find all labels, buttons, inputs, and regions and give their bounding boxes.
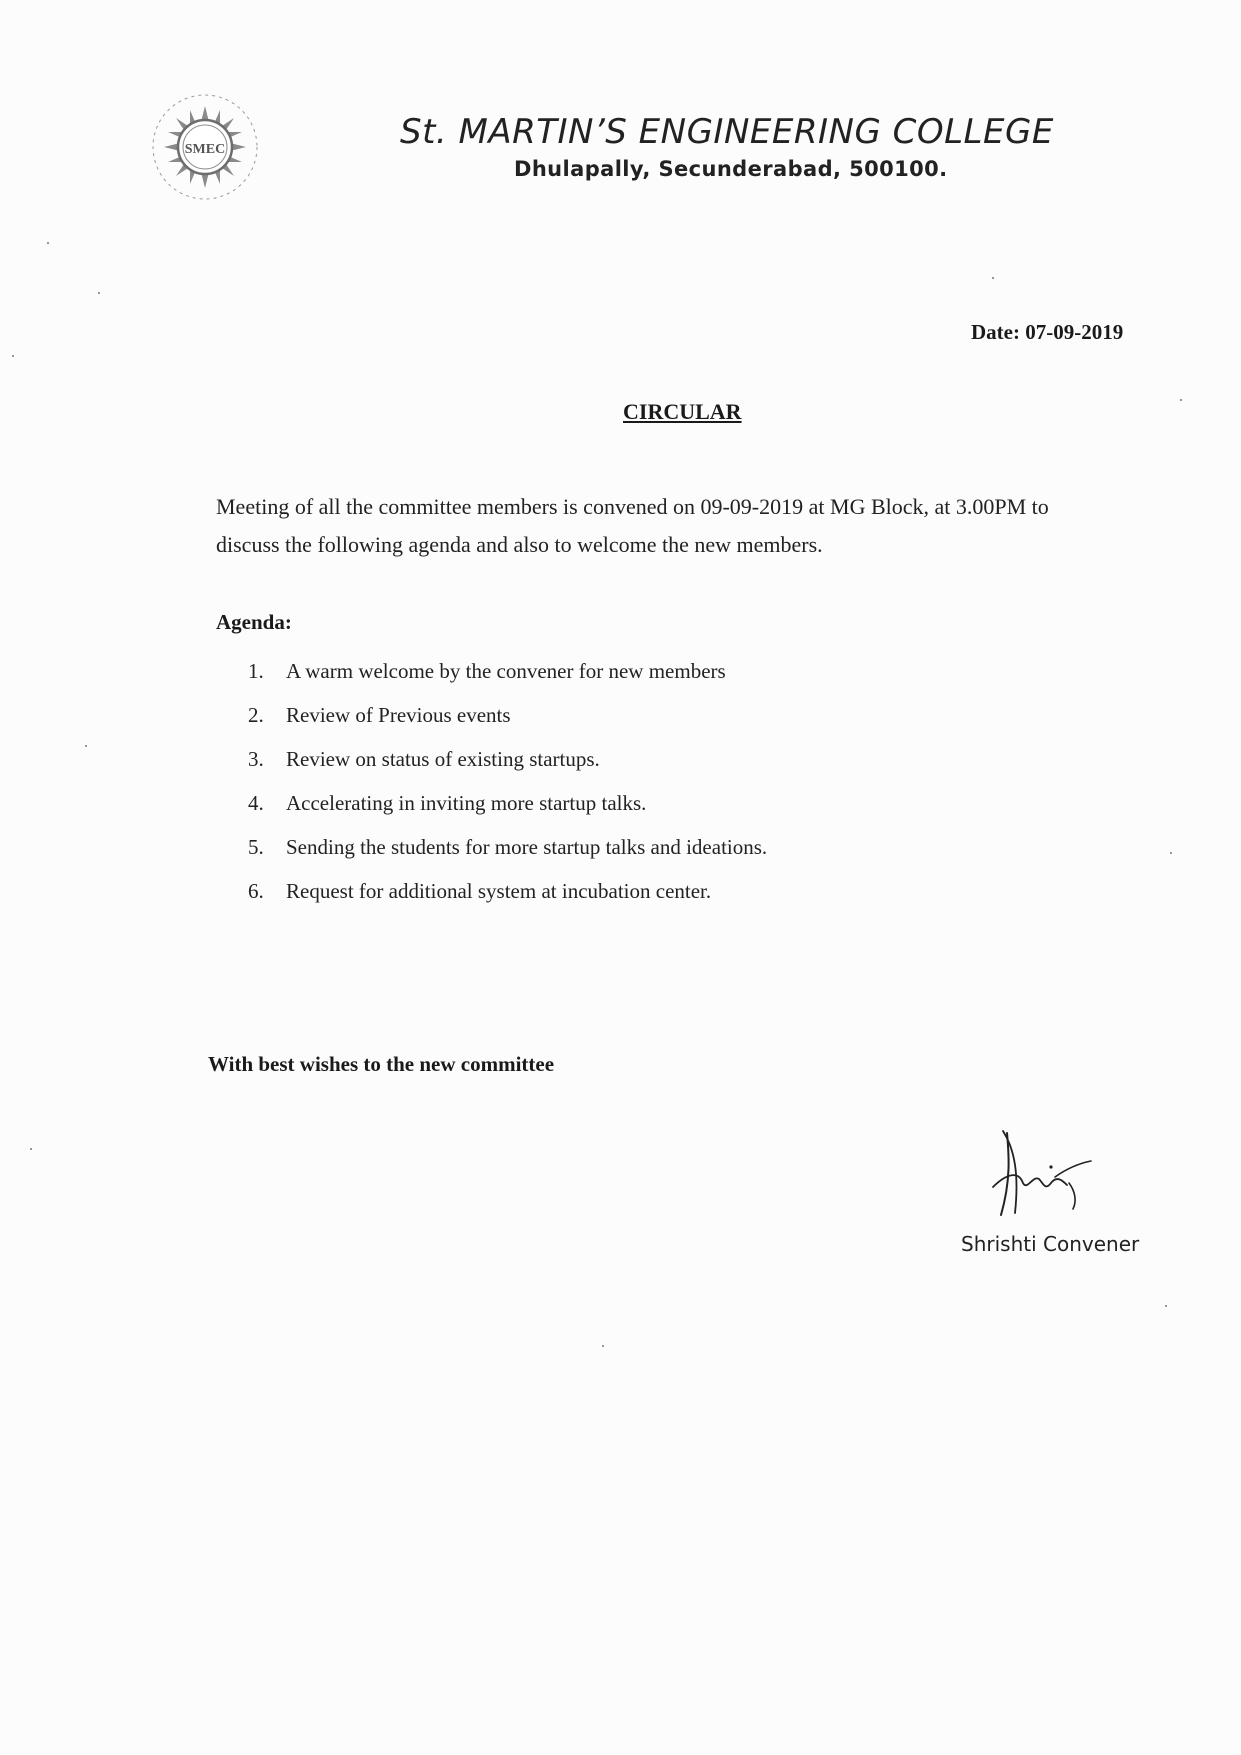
- scan-speck: [98, 292, 100, 294]
- scan-speck: [1165, 1305, 1167, 1307]
- scan-speck: [85, 745, 87, 747]
- college-address: Dhulapally, Secunderabad, 500100.: [514, 157, 948, 181]
- closing-note: With best wishes to the new committee: [208, 1052, 555, 1076]
- page-title: CIRCULAR: [623, 399, 742, 424]
- handwritten-signature: [985, 1125, 1095, 1220]
- agenda-item-text: A warm welcome by the convener for new members: [286, 659, 726, 683]
- svg-text:SMEC: SMEC: [184, 142, 226, 157]
- scan-speck: [1170, 852, 1172, 854]
- agenda-item: [248, 699, 767, 743]
- scan-speck: [47, 242, 49, 244]
- scan-speck: [12, 355, 14, 357]
- agenda-item-number: 5.: [248, 835, 264, 859]
- scan-speck: [1180, 399, 1182, 401]
- agenda-item-number: 1.: [248, 659, 264, 683]
- scan-speck: [602, 1345, 604, 1347]
- agenda-item-text: Review on status of existing startups.: [286, 747, 600, 771]
- agenda-item-text: Sending the students for more startup talks and ideations.: [286, 835, 768, 859]
- agenda-item: [248, 655, 767, 699]
- scan-speck: [992, 277, 994, 279]
- agenda-item-number: 2.: [248, 703, 264, 727]
- scan-speck: [30, 1148, 32, 1150]
- agenda-heading: Agenda:: [216, 610, 292, 634]
- agenda-item: [248, 787, 767, 831]
- agenda-item: [248, 743, 767, 787]
- college-seal-logo: [150, 92, 260, 202]
- agenda-list: [248, 655, 767, 919]
- college-name: St. MARTIN’S ENGINEERING COLLEGE: [400, 112, 1054, 152]
- agenda-item: [248, 831, 767, 875]
- circular-date: [971, 320, 1123, 345]
- agenda-item-text: Request for additional system at incubation center.: [286, 879, 712, 903]
- date-label: Date:: [971, 320, 1020, 344]
- date-value: 07-09-2019: [1025, 320, 1124, 344]
- agenda-item-text: Accelerating in inviting more startup talks.: [286, 791, 647, 815]
- agenda-item-number: 3.: [248, 747, 264, 771]
- agenda-item-number: 4.: [248, 791, 264, 815]
- signatory-name: Shrishti Convener: [961, 1232, 1140, 1256]
- body-line-2: discuss the following agenda and also to welcome the new members.: [216, 532, 823, 557]
- agenda-item-text: Review of Previous events: [286, 703, 511, 727]
- agenda-item-number: 6.: [248, 879, 264, 903]
- agenda-item: [248, 875, 767, 919]
- circular-body: [216, 488, 1166, 564]
- body-line-1: Meeting of all the committee members is convened on 09-09-2019 at MG Block, at 3.00PM to: [216, 494, 1049, 519]
